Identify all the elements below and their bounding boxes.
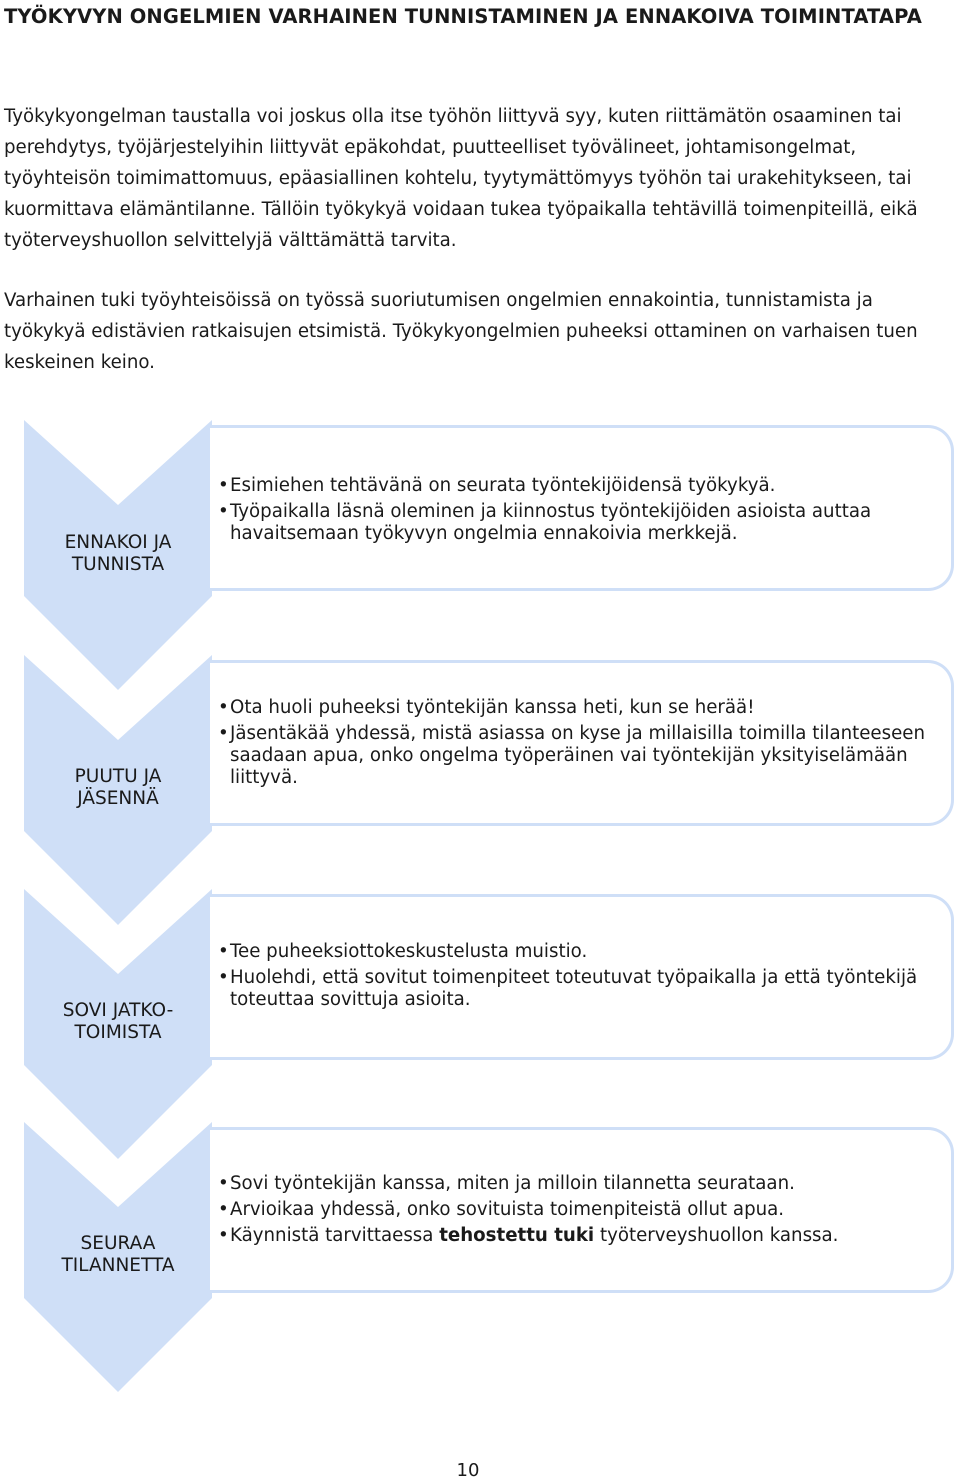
step-label: ENNAKOI JA TUNNISTA: [64, 532, 172, 575]
step-label: SOVI JATKO- TOIMISTA: [62, 1000, 174, 1043]
list-item: • Käynnistä tarvittaessa tehostettu tuki työterveyshuollon kanssa.: [218, 1225, 948, 1247]
step-puutu: [0, 655, 960, 925]
list-item: • Ota huoli puheeksi työntekijän kanssa heti, kun se herää!: [218, 697, 948, 719]
list-item: • Arvioikaa yhdessä, onko sovituista toimenpiteistä ollut apua.: [218, 1199, 948, 1221]
step-seuraa: [0, 1122, 960, 1392]
list-item: • Tee puheeksiottokeskustelusta muistio.: [218, 941, 948, 963]
step-bullets: [218, 1173, 948, 1251]
step-ennakoi: [0, 420, 960, 690]
list-item: • Sovi työntekijän kanssa, miten ja milloin tilannetta seurataan.: [218, 1173, 948, 1195]
list-item: • Työpaikalla läsnä oleminen ja kiinnostus työntekijöiden asioista auttaa havaitsemaan työkyvyn ongelmia ennakoivia merkkejä.: [218, 501, 948, 545]
step-bullets: [218, 475, 948, 549]
early-support-paragraph: Varhainen tuki työyhteisöissä on työssä suoriutumisen ongelmien ennakointia, tunnistamista ja työkykyä edistävien ratkaisujen etsimistä. Työkykyongelmien puheeksi ottaminen on varhaisen tuen keskeinen keino.: [4, 290, 918, 373]
list-item: • Jäsentäkää yhdessä, mistä asiassa on kyse ja millaisilla toimilla tilanteeseen saadaan apua, onko ongelma työperäinen vai työntekijän yksityiselämään liittyvä.: [218, 723, 948, 789]
intro-paragraph: Työkykyongelman taustalla voi joskus olla itse työhön liittyvä syy, kuten riittämätön osaaminen tai perehdytys, työjärjestelyihin liittyvät epäkohdat, puutteelliset työvälineet, johtamisongelmat, työyhteisön toimimattomuus, epäasiallinen kohtelu, tyytymättömyys työhön tai urakehitykseen, tai kuormittava elämäntilanne. Tällöin työkykyä voidaan tukea työpaikalla tehtävillä toimenpiteillä, eikä työterveyshuollon selvittelyjä välttämättä tarvita.: [4, 106, 918, 251]
step-label: PUUTU JA JÄSENNÄ: [74, 766, 162, 809]
step-bullets: [218, 941, 948, 1015]
bold-text: tehostettu tuki: [439, 1225, 595, 1246]
page-heading: TYÖKYVYN ONGELMIEN VARHAINEN TUNNISTAMINEN JA ENNAKOIVA TOIMINTATAPA: [4, 5, 922, 28]
step-label: SEURAA TILANNETTA: [61, 1233, 175, 1276]
list-item: • Huolehdi, että sovitut toimenpiteet toteutuvat työpaikalla ja että työntekijä toteuttaa sovittuja asioita.: [218, 967, 948, 1011]
step-bullets: [218, 697, 948, 793]
list-item: • Esimiehen tehtävänä on seurata työntekijöidensä työkykyä.: [218, 475, 948, 497]
step-sovi: [0, 889, 960, 1159]
page-number: 10: [456, 1460, 480, 1481]
